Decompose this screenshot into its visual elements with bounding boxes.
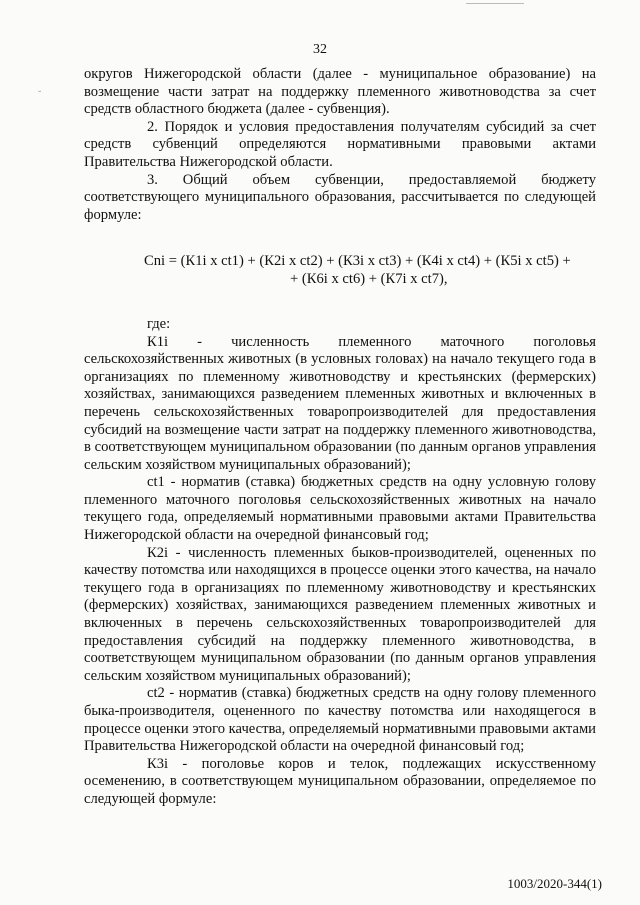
document-body xyxy=(84,66,596,809)
definition-k1: К1i - численность племенного маточного поголовья сельскохозяйственных животных (в условных головах) на начало текущего года в организациях по племенному животноводству и крестьянских (фермерских) хозяйствах, занимающихся разведением племенных животных и включенных в перечень сельскохозяйственных товаропроизводителей для предоставления субсидий на возмещение части затрат на поддержку племенного животноводства, в соответствующем муниципальном образовании (по данным органов управления сельским хозяйством муниципальных образований); xyxy=(84,333,596,473)
margin-mark: ˘ xyxy=(38,90,42,101)
definition-k3: К3i - поголовье коров и телок, подлежащих искусственному осеменению, в соответствующем муниципальном образовании, определяемое по следующей формуле: xyxy=(84,755,596,807)
paragraph-intro-continuation: округов Нижегородской области (далее - муниципальное образование) на возмещение части затрат на поддержку племенного животноводства за счет средств областного бюджета (далее - субвенция). xyxy=(84,66,596,118)
formula-line-1: Cni = (К1i x ct1) + (К2i x ct2) + (К3i x ct3) + (К4i x ct4) + (К5i x ct5) + xyxy=(144,253,571,270)
paragraph-3: 3. Общий объем субвенции, предоставляемой бюджету соответствующего муниципального образования, рассчитывается по следующей формуле: xyxy=(84,171,596,223)
definition-ct2: ct2 - норматив (ставка) бюджетных средств на одну голову племенного быка-производителя, оцененного по качеству потомства или находящегося в процессе оценки этого качества, определяемый нормативными правовыми актами Правительства Нижегородской области на очередной финансовый год; xyxy=(84,685,596,755)
where-label: где: xyxy=(147,315,171,332)
scan-edge-line xyxy=(466,3,524,4)
formula xyxy=(84,253,596,289)
paragraph-2: 2. Порядок и условия предоставления получателям субсидий за счет средств субвенций определяются нормативными правовыми актами Правительства Нижегородской области. xyxy=(84,118,596,170)
document-id: 1003/2020-344(1) xyxy=(507,876,602,891)
page-number: 32 xyxy=(313,42,327,57)
definition-ct1: ct1 - норматив (ставка) бюджетных средств на одну условную голову племенного маточного поголовья сельскохозяйственных животных на начало текущего года, определяемый нормативными правовыми актами Правительства Нижегородской области на очередной финансовый год; xyxy=(84,474,596,544)
formula-line-2: + (К6i x ct6) + (К7i x ct7), xyxy=(290,271,448,288)
definition-k2: К2i - численность племенных быков-производителей, оцененных по качеству потомства или находящихся в процессе оценки этого качества, на начало текущего года в организациях по племенному животноводству и крестьянских (фермерских) хозяйствах, занимающихся разведением племенных животных и включенных в перечень сельскохозяйственных товаропроизводителей для предоставления субсидий на поддержку племенного животноводства, в соответствующем муниципальном образовании (по данным органов управления сельским хозяйством муниципальных образований); xyxy=(84,544,596,684)
